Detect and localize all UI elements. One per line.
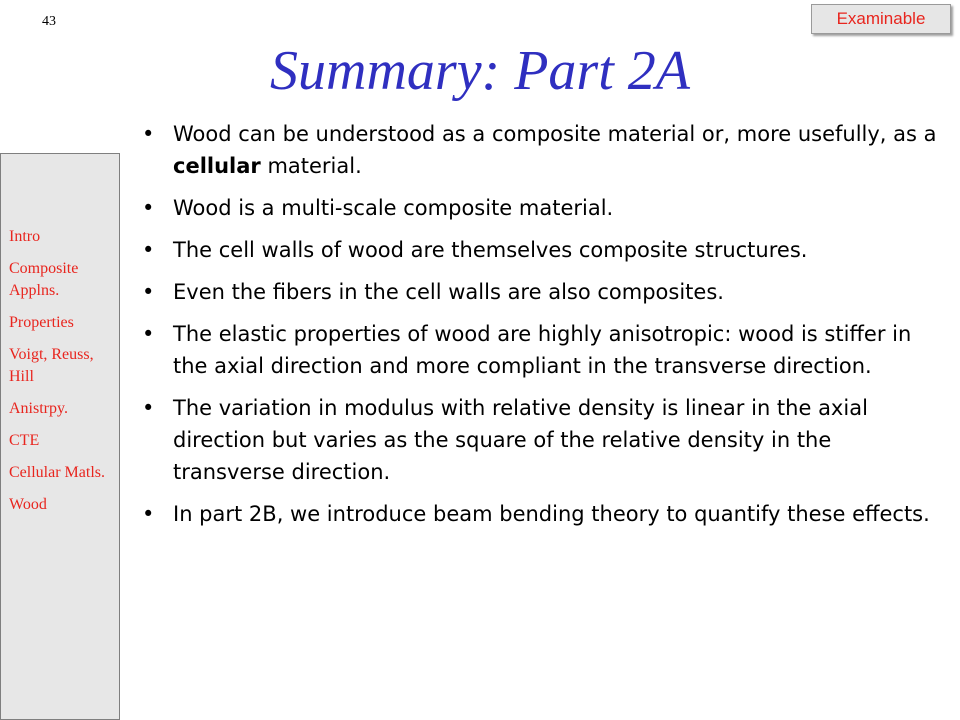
bullet-text: Wood can be understood as a composite material or, more usefully, as a: [173, 122, 937, 146]
bullet-text: In part 2B, we introduce beam bending theory to quantify these effects.: [173, 502, 930, 526]
bullet-dot-icon: •: [142, 280, 155, 304]
bullet-text: The elastic properties of wood are highly anisotropic: wood is stiffer in the axial direction and more compliant in the transverse direction.: [173, 322, 912, 378]
sidebar-item-intro[interactable]: Intro: [9, 228, 41, 245]
bullet-text: The variation in modulus with relative density is linear in the axial direction but varies as the square of the relative density in the transverse direction.: [173, 396, 868, 484]
bullet-text: The cell walls of wood are themselves composite structures.: [173, 238, 808, 262]
page-title: Summary: Part 2A: [270, 40, 690, 102]
bullet-item: [140, 276, 940, 308]
bullet-item: [140, 318, 940, 382]
sidebar-item-composite-applns[interactable]: Composite Applns.: [9, 260, 79, 299]
sidebar-item-cte[interactable]: CTE: [9, 432, 40, 449]
bullet-text: material.: [260, 154, 362, 178]
bullet-item: [140, 498, 940, 530]
sidebar-item-cellular-matls[interactable]: Cellular Matls.: [9, 464, 105, 481]
bullet-item: [140, 392, 940, 488]
bullet-text: Wood is a multi-scale composite material.: [173, 196, 614, 220]
bullet-item: [140, 234, 940, 266]
summary-bullet-list: [140, 118, 940, 540]
bullet-item: [140, 192, 940, 224]
sidebar-item-wood[interactable]: Wood: [9, 496, 47, 513]
bullet-dot-icon: •: [142, 502, 155, 526]
bullet-dot-icon: •: [142, 196, 155, 220]
bullet-item: [140, 118, 940, 182]
bullet-dot-icon: •: [142, 122, 155, 146]
slide-number: 43: [42, 14, 56, 29]
sidebar-item-properties[interactable]: Properties: [9, 314, 74, 331]
bullet-dot-icon: •: [142, 238, 155, 262]
sidebar-item-voigt-reuss-hill[interactable]: Voigt, Reuss, Hill: [9, 346, 94, 385]
sidebar-item-anisotropy[interactable]: Anistrpy.: [9, 400, 68, 417]
bullet-dot-icon: •: [142, 396, 155, 420]
bullet-text: Even the fibers in the cell walls are also composites.: [173, 280, 724, 304]
sidebar-nav: [0, 153, 120, 720]
bullet-bold-text: cellular: [173, 154, 261, 178]
examinable-button[interactable]: Examinable: [811, 4, 951, 34]
bullet-dot-icon: •: [142, 322, 155, 346]
